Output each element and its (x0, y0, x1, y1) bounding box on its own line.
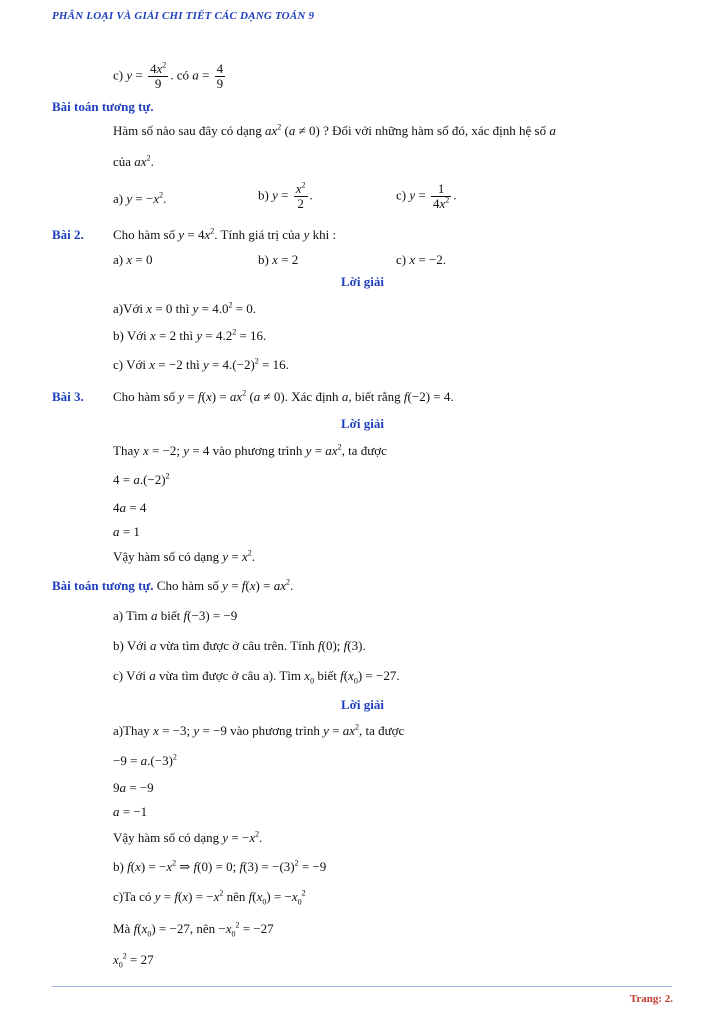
s2-sol-5: Vậy hàm số có dạng $y = -x^2$. (113, 829, 263, 845)
fraction: $\frac{4}{9}$ (216, 61, 224, 91)
s2-sol-3: 9a = −9 (113, 780, 154, 795)
bai2-c: c) x = −2. (396, 252, 447, 267)
item-c-top: c) y = $\frac{4x^2}{9}$ . có a = $\frac{4}{9}$ (113, 60, 224, 91)
s2-sol-9: $x_0^2 = 27$ (113, 951, 154, 970)
option-c: c) y = $\frac{1}{4x^2}$ . (396, 181, 457, 211)
option-a: a) $y = -x^2$. (113, 190, 167, 206)
s2-sol-1: a)Thay x = −3; y = −9 vào phương trình $y = ax^2$, ta được (113, 722, 405, 738)
bai2-question: Cho hàm số $y = 4x^2$. Tính giá trị của y khi : (113, 226, 337, 242)
bai3-question: Cho hàm số $y = f(x) = ax^2$ (a ≠ 0). Xác định a, biết rằng f(−2) = 4. (113, 388, 454, 404)
bai2-sol-c: c) Với x = −2 thì $y = 4.(-2)^2 = 16$. (113, 356, 289, 372)
bai2-sol-b: b) Với x = 2 thì $y = 4.2^2 = 16$. (113, 327, 267, 343)
s2-sol-2: $-9 = a.(-3)^2$ (113, 752, 177, 768)
bai3-sol-2: $4 = a.(-2)^2$ (113, 471, 170, 487)
s2-sol-6: b) $f(x) = -x^2$ ⇒ f(0) = 0; $f(3) = -(3)^2 = -9$ (113, 858, 327, 874)
bai3-sol-4: a = 1 (113, 524, 140, 539)
fraction: $\frac{4x^2}{9}$ (149, 60, 167, 91)
solution-heading: Lời giải (341, 274, 384, 289)
similar2: Bài toán tương tự. Cho hàm số $y = f(x) = ax^2$. (52, 577, 294, 593)
footer-divider (52, 986, 672, 987)
s2-sol-7: c)Ta có $y = f(x) = -x^2$ nên $f(x_0) = -x_0^2$ (113, 888, 306, 907)
similar2-a: a) Tìm a biết f(−3) = −9 (113, 608, 238, 623)
bai2-sol-a: a)Với x = 0 thì $y = 4.0^2 = 0$. (113, 300, 257, 316)
bai3-sol-5: Vậy hàm số có dạng $y = x^2$. (113, 548, 256, 564)
similar2-b: b) Với a vừa tìm được ở câu trên. Tính f(0); f(3). (113, 638, 366, 653)
s2-sol-4: a = −1 (113, 804, 148, 819)
solution-heading: Lời giải (341, 697, 384, 712)
similar-problem-label: Bài toán tương tự. (52, 99, 154, 114)
bai2-label: Bài 2. (52, 227, 84, 242)
option-b: b) y = $\frac{x^2}{2}$ . (258, 180, 313, 211)
similar2-c: c) Với a vừa tìm được ở câu a). Tìm $x_0$ biết $f(x_0) = -27$. (113, 668, 400, 686)
bai2-a: a) x = 0 (113, 252, 153, 267)
bai3-label: Bài 3. (52, 389, 84, 404)
similar-question-cont: của $ax^2$. (113, 153, 154, 169)
s2-sol-8: Mà $f(x_0) = -27$, nên $-x_0^2 = -27$ (113, 920, 274, 939)
bai3-sol-1: Thay x = −2; y = 4 vào phương trình $y = ax^2$, ta được (113, 442, 387, 458)
bai2-b: b) x = 2 (258, 252, 299, 267)
page-number: Trang: 2. (629, 993, 673, 1005)
similar-question: Hàm số nào sau đây có dạng $ax^2$ (a ≠ 0) ? Đối với những hàm số đó, xác định hệ số a (113, 122, 556, 138)
solution-heading: Lời giải (341, 416, 384, 431)
bai3-sol-3: 4a = 4 (113, 500, 147, 515)
page-header: PHÂN LOẠI VÀ GIẢI CHI TIẾT CÁC DẠNG TOÁN 9 (52, 10, 315, 22)
